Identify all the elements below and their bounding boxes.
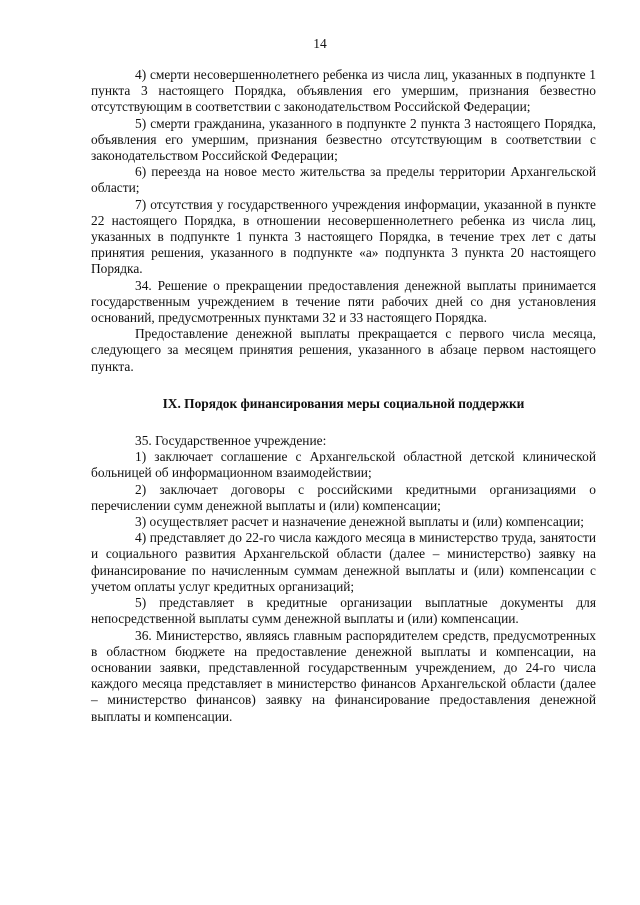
paragraph: Предоставление денежной выплаты прекращается с первого числа месяца, следующего за месяцем принятия решения, указанного в абзаце первом настоящего пункта. bbox=[91, 326, 596, 374]
paragraph: 5) смерти гражданина, указанного в подпункте 2 пункта 3 настоящего Порядка, объявления его умершим, признания безвестно отсутствующим в соответствии с законодательством Российской Федерации; bbox=[91, 115, 596, 164]
paragraph: 4) представляет до 22-го числа каждого месяца в министерство труда, занятости и социального развития Архангельской области (далее – министерство) заявку на финансирование по начисленным суммам денежной выплаты и (или) компенсации с учетом оплаты услуг кредитных организаций; bbox=[91, 530, 596, 594]
paragraph: 34. Решение о прекращении предоставления денежной выплаты принимается государственным учреждением в течение пяти рабочих дней со дня установления оснований, предусмотренных пунктами 32 и 33 настоящего Порядка. bbox=[91, 277, 596, 326]
paragraph: 36. Министерство, являясь главным распорядителем средств, предусмотренных в областном бюджете на предоставление денежной выплаты и компенсации, на основании заявки, представленной государственным учреждением, до 24-го числа каждого месяца представляет в министерство финансов Архангельской области (далее – министерство финансов) заявку на финансирование предоставления денежной выплаты и компенсации. bbox=[91, 627, 596, 724]
paragraph: 4) смерти несовершеннолетнего ребенка из числа лиц, указанных в подпункте 1 пункта 3 настоящего Порядка, объявления его умершим, признания безвестно отсутствующим в соответствии с законодательством Российской Федерации; bbox=[91, 67, 596, 115]
document-body bbox=[91, 67, 596, 725]
paragraph: 5) представляет в кредитные организации выплатные документы для непосредственной выплаты сумм денежной выплаты и (или) компенсации. bbox=[91, 595, 596, 627]
paragraph: 1) заключает соглашение с Архангельской областной детской клинической больницей об информационном взаимодействии; bbox=[91, 449, 596, 481]
paragraph: 2) заключает договоры с российскими кредитными организациями о перечислении сумм денежной выплаты и (или) компенсации; bbox=[91, 481, 596, 513]
section-heading: IX. Порядок финансирования меры социальной поддержки bbox=[162, 395, 525, 411]
paragraph: 7) отсутствия у государственного учреждения информации, указанной в пункте 22 настоящего Порядка, в отношении несовершеннолетнего ребенка из числа лиц, указанных в подпункте 1 пункта 3 настоящего Порядка, в течение трех лет с даты принятия решения, указанного в подпункте «а» подпункта 3 пункта 20 настоящего Порядка. bbox=[91, 196, 596, 277]
paragraph: 6) переезда на новое место жительства за пределы территории Архангельской области; bbox=[91, 164, 596, 196]
paragraph: 3) осуществляет расчет и назначение денежной выплаты и (или) компенсации; bbox=[135, 514, 585, 530]
paragraph: 35. Государственное учреждение: bbox=[135, 433, 327, 449]
page-number: 14 bbox=[313, 36, 327, 51]
